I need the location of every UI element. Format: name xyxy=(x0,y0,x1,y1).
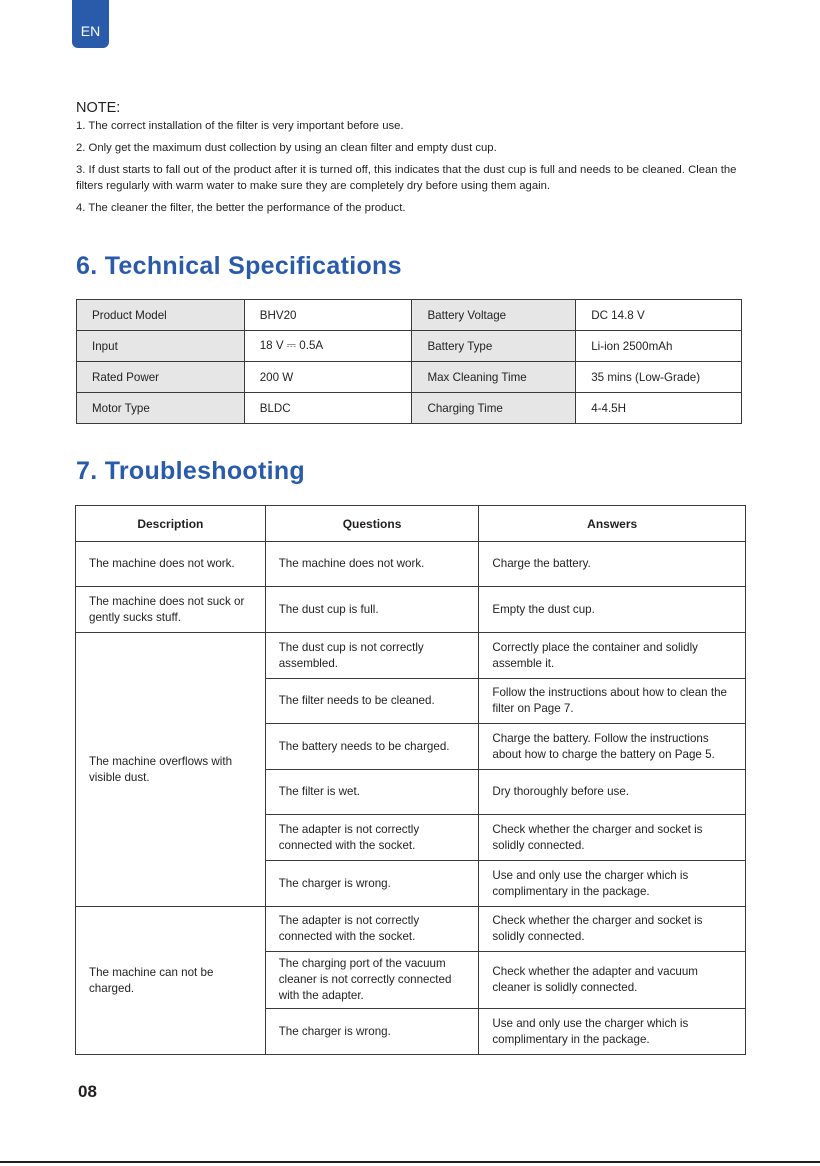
answer-cell: Use and only use the charger which is complimentary in the package. xyxy=(479,1009,746,1055)
spec-label: Input xyxy=(77,331,245,362)
problem-description: The machine does not suck or gently sucks stuff. xyxy=(76,587,266,633)
question-cell: The charger is wrong. xyxy=(265,861,479,907)
answer-cell: Check whether the charger and socket is solidly connected. xyxy=(479,907,746,952)
language-tab: EN xyxy=(72,0,109,48)
spec-value: 4-4.5H xyxy=(576,393,742,424)
bottom-divider xyxy=(0,1161,820,1163)
question-cell: The filter is wet. xyxy=(265,770,479,815)
table-header-row xyxy=(76,506,746,542)
column-header: Questions xyxy=(265,506,479,542)
problem-description: The machine does not work. xyxy=(76,542,266,587)
question-cell: The dust cup is not correctly assembled. xyxy=(265,633,479,679)
table-row xyxy=(77,300,742,331)
spec-label: Rated Power xyxy=(77,362,245,393)
answer-cell: Follow the instructions about how to clean the filter on Page 7. xyxy=(479,679,746,724)
spec-value: 18 V ⎓ 0.5A xyxy=(244,331,412,362)
answer-cell: Use and only use the charger which is complimentary in the package. xyxy=(479,861,746,907)
spec-label: Charging Time xyxy=(412,393,576,424)
note-item: 4. The cleaner the filter, the better the performance of the product. xyxy=(76,202,406,214)
spec-label: Battery Type xyxy=(412,331,576,362)
spec-label: Battery Voltage xyxy=(412,300,576,331)
spec-value: BLDC xyxy=(244,393,412,424)
note-title: NOTE: xyxy=(76,100,121,116)
table-row xyxy=(76,542,746,587)
table-row xyxy=(77,362,742,393)
table-row xyxy=(76,633,746,679)
spec-value: BHV20 xyxy=(244,300,412,331)
note-item: 3. If dust starts to fall out of the product after it is turned off, this indicates that the dust cup is full and needs to be cleaned. Clean the filters regularly with warm water to make sure they are completely dry before using them again. xyxy=(76,164,737,192)
specs-table xyxy=(76,299,742,424)
troubleshooting-heading: 7. Troubleshooting xyxy=(76,457,306,485)
question-cell: The charging port of the vacuum cleaner is not correctly connected with the adapter. xyxy=(265,952,479,1009)
spec-value: DC 14.8 V xyxy=(576,300,742,331)
question-cell: The adapter is not correctly connected with the socket. xyxy=(265,815,479,861)
table-row xyxy=(77,393,742,424)
question-cell: The charger is wrong. xyxy=(265,1009,479,1055)
troubleshooting-table xyxy=(75,505,746,1055)
column-header: Answers xyxy=(479,506,746,542)
spec-label: Product Model xyxy=(77,300,245,331)
question-cell: The dust cup is full. xyxy=(265,587,479,633)
spec-value: 35 mins (Low-Grade) xyxy=(576,362,742,393)
question-cell: The machine does not work. xyxy=(265,542,479,587)
answer-cell: Check whether the adapter and vacuum cleaner is solidly connected. xyxy=(479,952,746,1009)
answer-cell: Charge the battery. xyxy=(479,542,746,587)
column-header: Description xyxy=(76,506,266,542)
note-item: 1. The correct installation of the filter is very important before use. xyxy=(76,120,404,132)
note-section xyxy=(76,100,752,222)
answer-cell: Correctly place the container and solidly assemble it. xyxy=(479,633,746,679)
answer-cell: Charge the battery. Follow the instructions about how to charge the battery on Page 5. xyxy=(479,724,746,770)
answer-cell: Empty the dust cup. xyxy=(479,587,746,633)
spec-value: Li-ion 2500mAh xyxy=(576,331,742,362)
question-cell: The battery needs to be charged. xyxy=(265,724,479,770)
question-cell: The adapter is not correctly connected with the socket. xyxy=(265,907,479,952)
problem-description: The machine overflows with visible dust. xyxy=(76,633,266,907)
answer-cell: Dry thoroughly before use. xyxy=(479,770,746,815)
note-item: 2. Only get the maximum dust collection by using an clean filter and empty dust cup. xyxy=(76,142,497,154)
spec-label: Max Cleaning Time xyxy=(412,362,576,393)
table-row xyxy=(77,331,742,362)
answer-cell: Check whether the charger and socket is solidly connected. xyxy=(479,815,746,861)
spec-label: Motor Type xyxy=(77,393,245,424)
table-row xyxy=(76,907,746,952)
page-number: 08 xyxy=(78,1082,97,1101)
table-row xyxy=(76,587,746,633)
spec-value: 200 W xyxy=(244,362,412,393)
question-cell: The filter needs to be cleaned. xyxy=(265,679,479,724)
problem-description: The machine can not be charged. xyxy=(76,907,266,1055)
specs-heading: 6. Technical Specifications xyxy=(76,252,402,280)
